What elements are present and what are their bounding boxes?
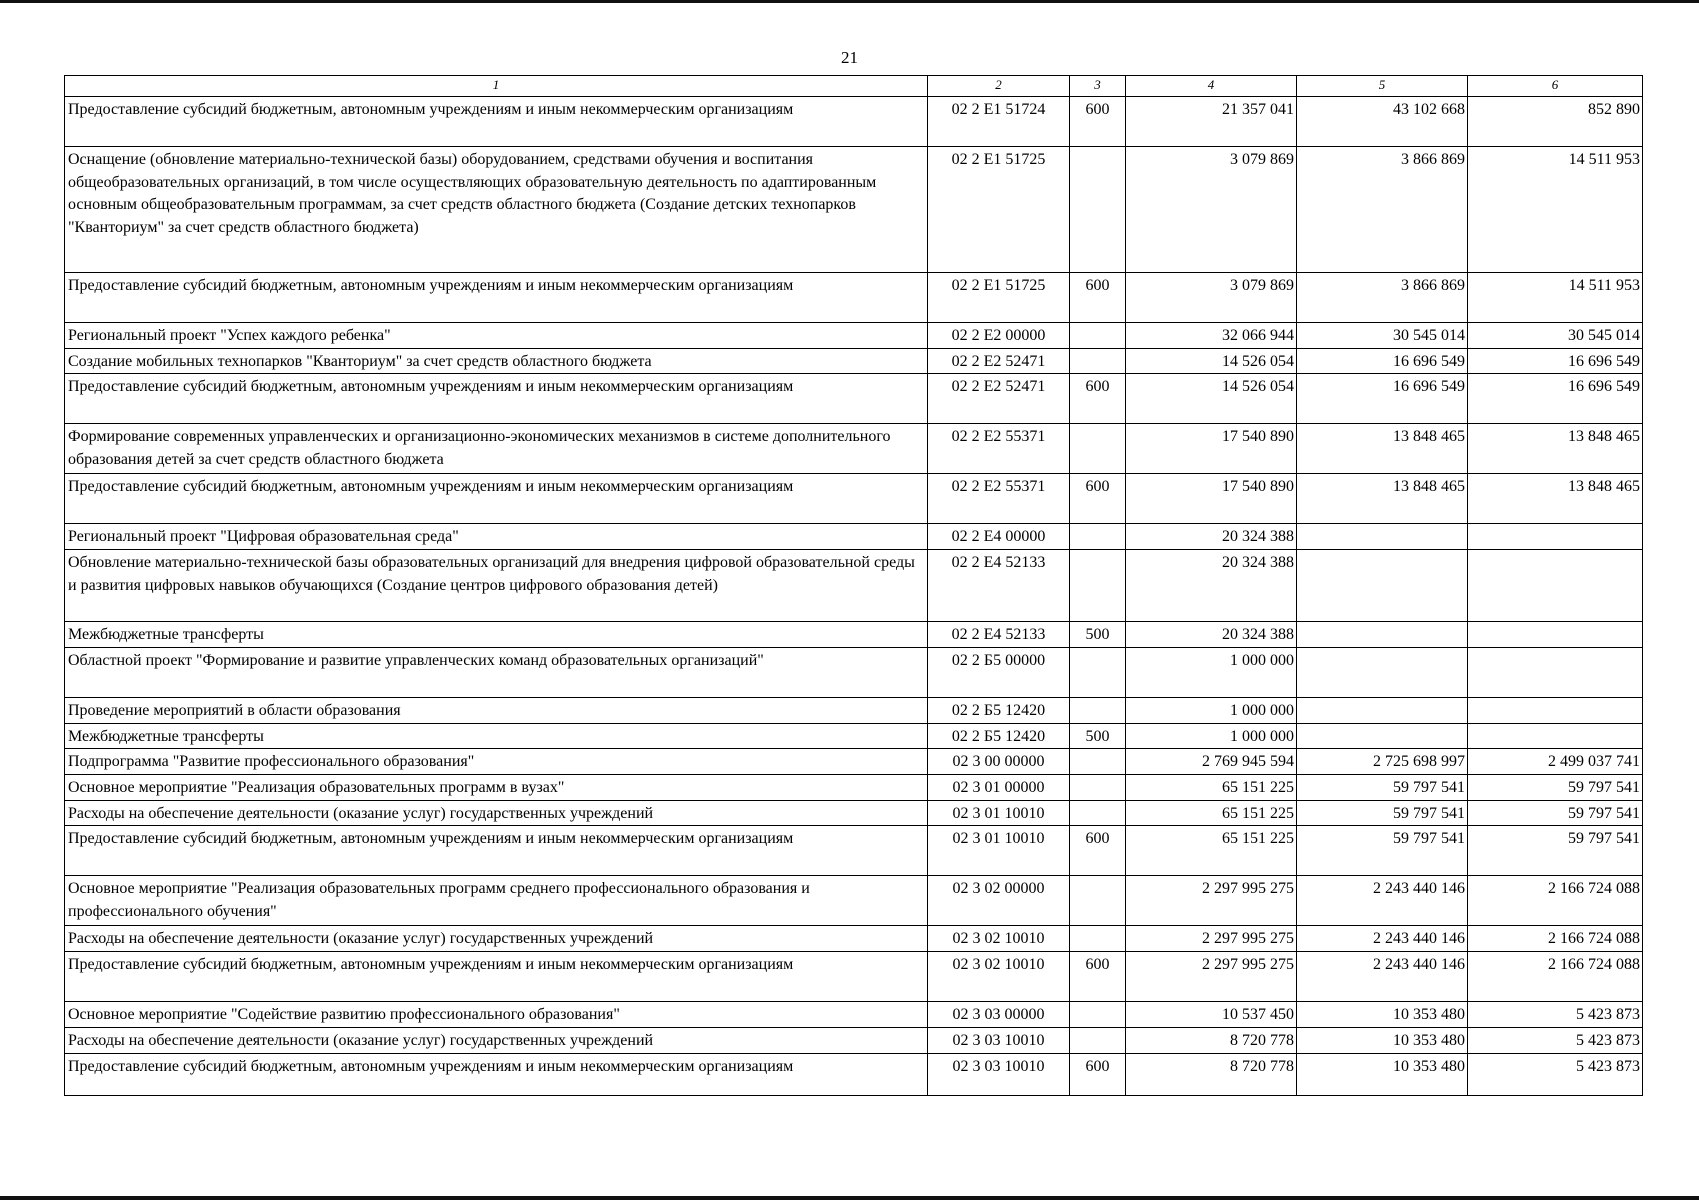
table-row <box>65 800 1643 826</box>
row-code-cell: 02 2 E1 51724 <box>928 97 1070 147</box>
row-name-cell: Создание мобильных технопарков "Кванториум" за счет средств областного бюджета <box>65 348 928 374</box>
row-name-cell: Предоставление субсидий бюджетным, автономным учреждениям и иным некоммерческим организациям <box>65 273 928 323</box>
table-row <box>65 348 1643 374</box>
row-value-col6-cell: 59 797 541 <box>1468 775 1643 801</box>
row-name-cell: Межбюджетные трансферты <box>65 622 928 648</box>
row-code-cell: 02 3 02 10010 <box>928 926 1070 952</box>
row-expense-type-cell <box>1070 424 1126 474</box>
row-value-col5-cell <box>1297 622 1468 648</box>
row-name-cell: Предоставление субсидий бюджетным, автономным учреждениям и иным некоммерческим организациям <box>65 1053 928 1095</box>
row-value-col4-cell: 14 526 054 <box>1126 348 1297 374</box>
row-expense-type-cell <box>1070 775 1126 801</box>
row-code-cell: 02 2 E2 52471 <box>928 348 1070 374</box>
table-row <box>65 952 1643 1002</box>
row-name-cell: Предоставление субсидий бюджетным, автономным учреждениям и иным некоммерческим организациям <box>65 952 928 1002</box>
table-body <box>65 97 1643 1096</box>
row-code-cell: 02 2 E2 55371 <box>928 424 1070 474</box>
row-value-col6-cell: 59 797 541 <box>1468 800 1643 826</box>
row-value-col4-cell: 17 540 890 <box>1126 424 1297 474</box>
row-expense-type-cell: 600 <box>1070 1053 1126 1095</box>
row-name-cell: Основное мероприятие "Реализация образовательных программ в вузах" <box>65 775 928 801</box>
row-value-col5-cell: 43 102 668 <box>1297 97 1468 147</box>
row-value-col4-cell: 2 297 995 275 <box>1126 926 1297 952</box>
row-expense-type-cell <box>1070 647 1126 697</box>
row-value-col4-cell: 20 324 388 <box>1126 622 1297 648</box>
row-value-col4-cell: 3 079 869 <box>1126 273 1297 323</box>
row-value-col4-cell: 20 324 388 <box>1126 524 1297 550</box>
row-value-col4-cell: 2 297 995 275 <box>1126 876 1297 926</box>
row-value-col5-cell: 59 797 541 <box>1297 800 1468 826</box>
row-value-col5-cell: 10 353 480 <box>1297 1027 1468 1053</box>
scan-edge-top <box>0 0 1699 3</box>
row-value-col6-cell: 5 423 873 <box>1468 1002 1643 1028</box>
row-name-cell: Обновление материально-технической базы образовательных организаций для внедрения цифровой образовательной среды и развития цифровых навыков обучающихся (Создание центров цифрового образования детей) <box>65 550 928 622</box>
row-value-col6-cell <box>1468 524 1643 550</box>
row-code-cell: 02 3 01 10010 <box>928 800 1070 826</box>
row-code-cell: 02 3 03 10010 <box>928 1027 1070 1053</box>
row-code-cell: 02 2 E1 51725 <box>928 273 1070 323</box>
row-value-col6-cell: 5 423 873 <box>1468 1053 1643 1095</box>
row-value-col6-cell: 13 848 465 <box>1468 424 1643 474</box>
table-row <box>65 876 1643 926</box>
row-value-col5-cell: 3 866 869 <box>1297 147 1468 273</box>
table-row <box>65 273 1643 323</box>
row-value-col6-cell: 13 848 465 <box>1468 474 1643 524</box>
row-name-cell: Расходы на обеспечение деятельности (оказание услуг) государственных учреждений <box>65 800 928 826</box>
row-expense-type-cell: 500 <box>1070 723 1126 749</box>
row-value-col5-cell: 30 545 014 <box>1297 323 1468 349</box>
row-value-col6-cell <box>1468 697 1643 723</box>
row-code-cell: 02 2 Б5 12420 <box>928 723 1070 749</box>
row-value-col6-cell: 59 797 541 <box>1468 826 1643 876</box>
row-expense-type-cell: 600 <box>1070 374 1126 424</box>
row-value-col4-cell: 8 720 778 <box>1126 1053 1297 1095</box>
row-value-col5-cell: 10 353 480 <box>1297 1053 1468 1095</box>
row-value-col5-cell: 13 848 465 <box>1297 474 1468 524</box>
table-row <box>65 97 1643 147</box>
row-name-cell: Предоставление субсидий бюджетным, автономным учреждениям и иным некоммерческим организациям <box>65 826 928 876</box>
row-expense-type-cell <box>1070 876 1126 926</box>
scan-edge-bottom <box>0 1196 1699 1200</box>
col-header-5: 5 <box>1297 76 1468 97</box>
col-header-3: 3 <box>1070 76 1126 97</box>
row-value-col4-cell: 1 000 000 <box>1126 647 1297 697</box>
row-expense-type-cell: 600 <box>1070 474 1126 524</box>
row-value-col5-cell <box>1297 647 1468 697</box>
row-code-cell: 02 2 Б5 12420 <box>928 697 1070 723</box>
row-value-col5-cell <box>1297 550 1468 622</box>
row-value-col4-cell: 14 526 054 <box>1126 374 1297 424</box>
row-name-cell: Предоставление субсидий бюджетным, автономным учреждениям и иным некоммерческим организациям <box>65 374 928 424</box>
table-row <box>65 1053 1643 1095</box>
row-value-col4-cell: 21 357 041 <box>1126 97 1297 147</box>
row-code-cell: 02 2 E4 00000 <box>928 524 1070 550</box>
row-value-col4-cell: 65 151 225 <box>1126 826 1297 876</box>
row-value-col4-cell: 8 720 778 <box>1126 1027 1297 1053</box>
row-expense-type-cell <box>1070 926 1126 952</box>
row-name-cell: Региональный проект "Цифровая образовательная среда" <box>65 524 928 550</box>
row-value-col6-cell: 852 890 <box>1468 97 1643 147</box>
row-value-col4-cell: 10 537 450 <box>1126 1002 1297 1028</box>
row-expense-type-cell <box>1070 800 1126 826</box>
table-row <box>65 697 1643 723</box>
row-value-col4-cell: 32 066 944 <box>1126 323 1297 349</box>
row-expense-type-cell <box>1070 550 1126 622</box>
row-value-col5-cell: 2 243 440 146 <box>1297 952 1468 1002</box>
row-name-cell: Оснащение (обновление материально-технической базы) оборудованием, средствами обучения и воспитания общеобразовательных организаций, в том числе осуществляющих образовательную деятельность по адаптированным основным общеобразовательным программам, за счет средств областного бюджета (Создание детских технопарков "Кванториум" за счет средств областного бюджета) <box>65 147 928 273</box>
row-code-cell: 02 2 E1 51725 <box>928 147 1070 273</box>
col-header-1: 1 <box>65 76 928 97</box>
col-header-4: 4 <box>1126 76 1297 97</box>
row-value-col6-cell <box>1468 647 1643 697</box>
table-row <box>65 323 1643 349</box>
table-row <box>65 1002 1643 1028</box>
row-code-cell: 02 2 E2 52471 <box>928 374 1070 424</box>
table-row <box>65 374 1643 424</box>
row-value-col4-cell: 65 151 225 <box>1126 775 1297 801</box>
row-value-col6-cell: 2 499 037 741 <box>1468 749 1643 775</box>
row-value-col4-cell: 2 769 945 594 <box>1126 749 1297 775</box>
row-name-cell: Межбюджетные трансферты <box>65 723 928 749</box>
table-row <box>65 749 1643 775</box>
row-value-col5-cell: 2 725 698 997 <box>1297 749 1468 775</box>
row-value-col6-cell: 16 696 549 <box>1468 348 1643 374</box>
row-value-col6-cell: 5 423 873 <box>1468 1027 1643 1053</box>
row-expense-type-cell <box>1070 1027 1126 1053</box>
table-row <box>65 826 1643 876</box>
table-row <box>65 474 1643 524</box>
row-code-cell: 02 2 E2 55371 <box>928 474 1070 524</box>
table-row <box>65 775 1643 801</box>
row-value-col6-cell: 30 545 014 <box>1468 323 1643 349</box>
table-row <box>65 1027 1643 1053</box>
row-value-col5-cell <box>1297 697 1468 723</box>
row-value-col5-cell: 2 243 440 146 <box>1297 876 1468 926</box>
row-value-col4-cell: 20 324 388 <box>1126 550 1297 622</box>
row-value-col6-cell: 16 696 549 <box>1468 374 1643 424</box>
row-code-cell: 02 3 02 10010 <box>928 952 1070 1002</box>
col-header-2: 2 <box>928 76 1070 97</box>
row-value-col4-cell: 3 079 869 <box>1126 147 1297 273</box>
row-value-col6-cell: 2 166 724 088 <box>1468 926 1643 952</box>
row-code-cell: 02 3 03 00000 <box>928 1002 1070 1028</box>
row-code-cell: 02 2 E4 52133 <box>928 550 1070 622</box>
row-name-cell: Предоставление субсидий бюджетным, автономным учреждениям и иным некоммерческим организациям <box>65 474 928 524</box>
row-value-col4-cell: 2 297 995 275 <box>1126 952 1297 1002</box>
row-name-cell: Основное мероприятие "Реализация образовательных программ среднего профессионального образования и профессионального обучения" <box>65 876 928 926</box>
row-name-cell: Подпрограмма "Развитие профессионального образования" <box>65 749 928 775</box>
row-expense-type-cell: 600 <box>1070 826 1126 876</box>
row-value-col5-cell: 59 797 541 <box>1297 775 1468 801</box>
row-code-cell: 02 3 03 10010 <box>928 1053 1070 1095</box>
row-expense-type-cell <box>1070 348 1126 374</box>
row-value-col4-cell: 17 540 890 <box>1126 474 1297 524</box>
budget-table <box>64 75 1643 1096</box>
table-row <box>65 524 1643 550</box>
table-row <box>65 550 1643 622</box>
row-value-col6-cell: 14 511 953 <box>1468 273 1643 323</box>
row-expense-type-cell: 600 <box>1070 97 1126 147</box>
row-name-cell: Расходы на обеспечение деятельности (оказание услуг) государственных учреждений <box>65 1027 928 1053</box>
row-value-col6-cell <box>1468 622 1643 648</box>
row-value-col5-cell: 3 866 869 <box>1297 273 1468 323</box>
row-expense-type-cell <box>1070 147 1126 273</box>
row-expense-type-cell <box>1070 323 1126 349</box>
page-number: 21 <box>841 48 858 67</box>
row-code-cell: 02 3 02 00000 <box>928 876 1070 926</box>
row-name-cell: Региональный проект "Успех каждого ребенка" <box>65 323 928 349</box>
table-row <box>65 622 1643 648</box>
row-code-cell: 02 2 E2 00000 <box>928 323 1070 349</box>
row-name-cell: Расходы на обеспечение деятельности (оказание услуг) государственных учреждений <box>65 926 928 952</box>
row-expense-type-cell: 600 <box>1070 273 1126 323</box>
row-value-col4-cell: 65 151 225 <box>1126 800 1297 826</box>
row-name-cell: Проведение мероприятий в области образования <box>65 697 928 723</box>
table-row <box>65 147 1643 273</box>
table-row <box>65 647 1643 697</box>
row-code-cell: 02 3 00 00000 <box>928 749 1070 775</box>
row-value-col4-cell: 1 000 000 <box>1126 697 1297 723</box>
row-value-col6-cell <box>1468 723 1643 749</box>
row-value-col5-cell: 13 848 465 <box>1297 424 1468 474</box>
row-expense-type-cell: 600 <box>1070 952 1126 1002</box>
row-value-col5-cell: 10 353 480 <box>1297 1002 1468 1028</box>
row-value-col5-cell: 59 797 541 <box>1297 826 1468 876</box>
header-row <box>65 76 1643 97</box>
table-row <box>65 424 1643 474</box>
row-code-cell: 02 2 E4 52133 <box>928 622 1070 648</box>
row-code-cell: 02 2 Б5 00000 <box>928 647 1070 697</box>
row-value-col5-cell <box>1297 723 1468 749</box>
row-name-cell: Формирование современных управленческих и организационно-экономических механизмов в системе дополнительного образования детей за счет средств областного бюджета <box>65 424 928 474</box>
row-name-cell: Основное мероприятие "Содействие развитию профессионального образования" <box>65 1002 928 1028</box>
row-value-col6-cell: 2 166 724 088 <box>1468 952 1643 1002</box>
row-expense-type-cell: 500 <box>1070 622 1126 648</box>
row-expense-type-cell <box>1070 697 1126 723</box>
row-name-cell: Областной проект "Формирование и развитие управленческих команд образовательных организаций" <box>65 647 928 697</box>
row-name-cell: Предоставление субсидий бюджетным, автономным учреждениям и иным некоммерческим организациям <box>65 97 928 147</box>
table-row <box>65 926 1643 952</box>
row-value-col5-cell <box>1297 524 1468 550</box>
row-code-cell: 02 3 01 00000 <box>928 775 1070 801</box>
row-expense-type-cell <box>1070 749 1126 775</box>
col-header-6: 6 <box>1468 76 1643 97</box>
row-value-col6-cell <box>1468 550 1643 622</box>
table-row <box>65 723 1643 749</box>
row-code-cell: 02 3 01 10010 <box>928 826 1070 876</box>
row-expense-type-cell <box>1070 1002 1126 1028</box>
row-value-col5-cell: 16 696 549 <box>1297 348 1468 374</box>
row-expense-type-cell <box>1070 524 1126 550</box>
row-value-col4-cell: 1 000 000 <box>1126 723 1297 749</box>
row-value-col5-cell: 16 696 549 <box>1297 374 1468 424</box>
row-value-col6-cell: 14 511 953 <box>1468 147 1643 273</box>
row-value-col6-cell: 2 166 724 088 <box>1468 876 1643 926</box>
row-value-col5-cell: 2 243 440 146 <box>1297 926 1468 952</box>
